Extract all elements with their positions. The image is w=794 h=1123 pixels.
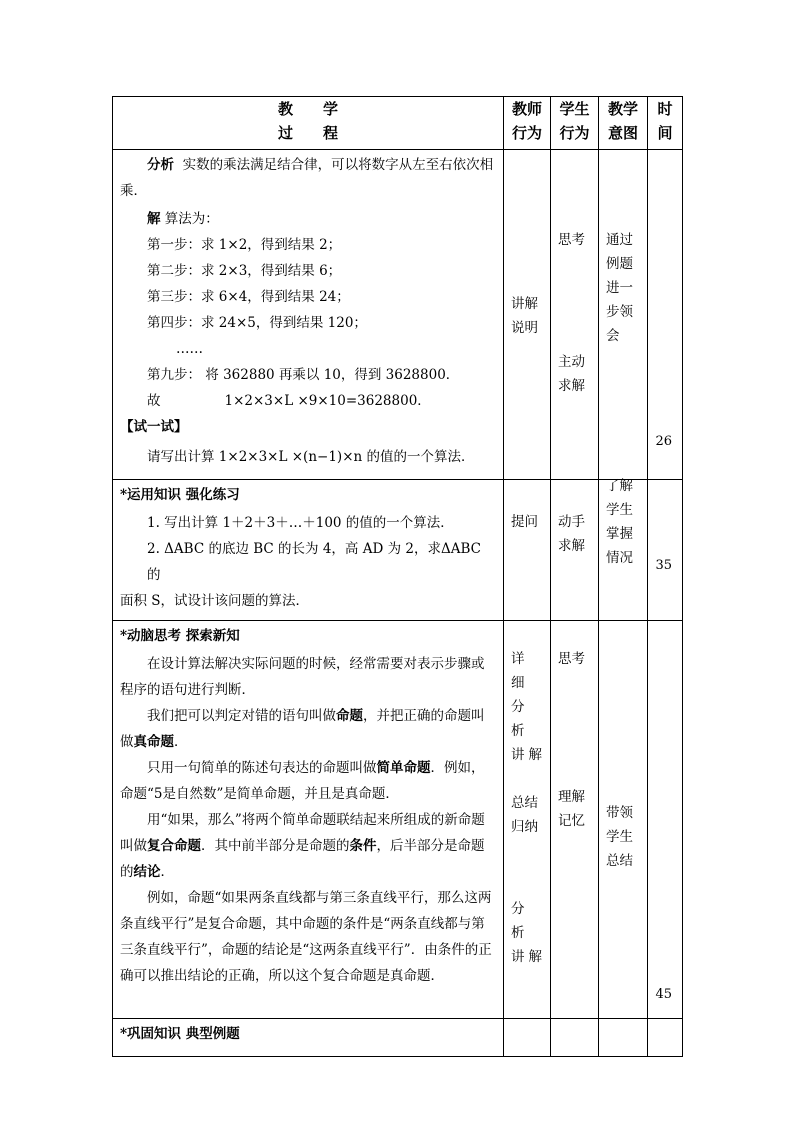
term-compound-proposition: 复合命题	[147, 838, 201, 854]
paragraph-4-text: ．	[160, 864, 174, 880]
header-student-line1: 学生	[559, 100, 590, 118]
practice-student-behavior	[551, 480, 599, 621]
intent-text-line: 情况	[606, 550, 633, 566]
intent-text-line: 学生	[606, 829, 633, 845]
therefore-label: 故	[147, 393, 161, 409]
practice-row	[113, 480, 683, 621]
teacher-text-line: 分 析	[511, 699, 529, 739]
lesson-plan-table	[112, 96, 683, 1057]
paragraph-4-text: 用“如果，那么”将两个简单命题联结起来所组成的新命题叫做	[120, 812, 485, 854]
paragraph-2-text: ，并把正确的命题叫做	[120, 708, 485, 750]
consolidation-teacher-behavior	[504, 1019, 551, 1057]
header-time	[648, 97, 683, 150]
solution-label: 解	[147, 211, 161, 227]
practice-time	[648, 480, 683, 621]
paragraph-4-text: ，后半部分是命题的	[120, 838, 485, 880]
paragraph-4-text: ．其中前半部分是命题的	[201, 838, 350, 854]
student-text-line: 求解	[558, 538, 585, 554]
student-text-line: 求解	[558, 378, 585, 394]
example-teaching-intent	[599, 150, 648, 480]
step-9: 第九步： 将 362880 再乘以 10，得到 3628800．	[147, 367, 460, 383]
header-teacher-behavior	[504, 97, 551, 150]
term-condition: 条件	[349, 838, 377, 854]
term-proposition: 命题	[336, 708, 363, 724]
teacher-text-line: 讲解	[511, 296, 538, 312]
header-main-line2: 过 程	[277, 124, 338, 142]
teacher-text-line: 总结	[511, 795, 538, 811]
paragraph-3-text: 只用一句简单的陈述句表达的命题叫做	[147, 760, 377, 776]
teacher-text-line: 详 细	[511, 651, 529, 691]
intent-text-line: 学生	[606, 502, 633, 518]
header-student-line2: 行为	[559, 124, 590, 142]
paragraph-2	[120, 703, 497, 755]
intent-text-line: 通过	[606, 232, 633, 248]
intent-text-line: 例题	[606, 256, 633, 272]
consolidation-content	[113, 1019, 504, 1057]
practice-teaching-intent	[599, 480, 648, 621]
intent-text-line: 掌握	[606, 526, 633, 542]
time-value: 26	[655, 434, 672, 449]
paragraph-3	[120, 755, 497, 807]
time-value: 35	[655, 558, 672, 573]
intent-text-line: 总结	[606, 853, 633, 869]
teacher-text-line: 归纳	[511, 819, 538, 835]
header-intent-line1: 教学	[607, 100, 638, 118]
practice-item-1: 1. 写出计算 1＋2＋3＋…＋100 的值的一个算法．	[147, 515, 454, 531]
consolidation-row	[113, 1019, 683, 1057]
time-value: 45	[655, 987, 672, 1002]
example-student-behavior	[551, 150, 599, 480]
teacher-text-line: 分 析	[511, 901, 529, 941]
student-text-line: 思考	[558, 651, 585, 667]
practice-item-2: 2. ΔABC 的底边 BC 的长为 4，高 AD 为 2，求ΔABC 的	[147, 541, 481, 583]
new-knowledge-time	[648, 621, 683, 1019]
paragraph-1: 在设计算法解决实际问题的时候，经常需要对表示步骤或程序的语句进行判断．	[120, 656, 485, 698]
teacher-text-line: 提问	[511, 514, 538, 530]
step-ellipsis: ……	[176, 341, 203, 357]
student-text-line: 动手	[558, 514, 585, 530]
teacher-text-line: 讲解	[511, 949, 546, 965]
example-row	[113, 150, 683, 480]
term-true-proposition: 真命题	[133, 734, 174, 750]
header-student-behavior	[551, 97, 599, 150]
paragraph-5: 例如，命题“如果两条直线都与第三条直线平行，那么这两条直线平行”是复合命题，其中命题的条件是“两条直线都与第三条直线平行”，命题的结论是“这两条直线平行”．由条件的正确可以推出结论的正确，所以这个复合命题是真命题．	[120, 890, 492, 984]
therefore-line	[120, 388, 497, 414]
practice-title: *运用知识 强化练习	[120, 487, 240, 503]
solution-text: 算法为：	[164, 211, 219, 227]
try-it-title: 【试一试】	[120, 419, 188, 435]
teacher-text-line: 讲解	[511, 747, 546, 763]
intent-text-line: 带领	[606, 805, 633, 821]
new-knowledge-row	[113, 621, 683, 1019]
student-text-line: 思考	[558, 232, 585, 248]
header-teaching-process	[113, 97, 504, 150]
consolidation-student-behavior	[551, 1019, 599, 1057]
teacher-text-line: 说明	[511, 320, 538, 336]
intent-text-line: 了解	[606, 478, 633, 494]
student-text-line: 主动	[558, 354, 585, 370]
intent-text-line: 进一	[606, 280, 633, 296]
header-time-line1: 时	[657, 100, 673, 118]
header-intent-line2: 意图	[607, 124, 638, 142]
intent-text-line: 步领	[606, 304, 633, 320]
step-3: 第三步：求 6×4，得到结果 24；	[147, 289, 350, 305]
consolidation-time	[648, 1019, 683, 1057]
paragraph-2-text: 我们把可以判定对错的语句叫做	[147, 708, 336, 724]
new-knowledge-teacher-behavior	[504, 621, 551, 1019]
new-knowledge-title: *动脑思考 探索新知	[120, 628, 240, 644]
analysis-text: 实数的乘法满足结合律，可以将数字从左至右依次相乘．	[120, 157, 494, 199]
paragraph-2-text: ．	[174, 734, 188, 750]
header-time-line2: 间	[657, 124, 673, 142]
new-knowledge-student-behavior	[551, 621, 599, 1019]
header-teaching-intent	[599, 97, 648, 150]
example-teacher-behavior	[504, 150, 551, 480]
consolidation-teaching-intent	[599, 1019, 648, 1057]
practice-content	[113, 480, 504, 621]
practice-item-2-continued: 面积 S，试设计该问题的算法．	[120, 593, 310, 609]
step-1: 第一步：求 1×2，得到结果 2；	[147, 237, 342, 253]
practice-teacher-behavior	[504, 480, 551, 621]
student-text-line: 理解	[558, 789, 585, 805]
header-teacher-line1: 教师	[511, 100, 542, 118]
student-text-line: 记忆	[558, 813, 585, 829]
paragraph-3-text: ．例如，命题“5是自然数”是简单命题，并且是真命题．	[120, 760, 485, 802]
term-conclusion: 结论	[133, 864, 161, 880]
header-teacher-line2: 行为	[511, 124, 542, 142]
new-knowledge-teaching-intent	[599, 621, 648, 1019]
header-row	[113, 97, 683, 150]
result-expression: 1×2×3×L ×9×10=3628800．	[224, 393, 431, 409]
paragraph-4	[120, 807, 497, 885]
try-it-text: 请写出计算 1×2×3×L ×(n−1)×n 的值的一个算法．	[147, 449, 475, 465]
new-knowledge-content	[113, 621, 504, 1019]
step-2: 第二步：求 2×3，得到结果 6；	[147, 263, 342, 279]
example-time	[648, 150, 683, 480]
example-content	[113, 150, 504, 480]
consolidation-title: *巩固知识 典型例题	[120, 1026, 240, 1042]
term-simple-proposition: 简单命题	[376, 760, 431, 776]
header-main-line1: 教 学	[277, 100, 338, 118]
step-4: 第四步：求 24×5，得到结果 120；	[147, 315, 367, 331]
intent-text-line: 会	[606, 328, 620, 344]
analysis-label: 分析	[147, 157, 174, 173]
